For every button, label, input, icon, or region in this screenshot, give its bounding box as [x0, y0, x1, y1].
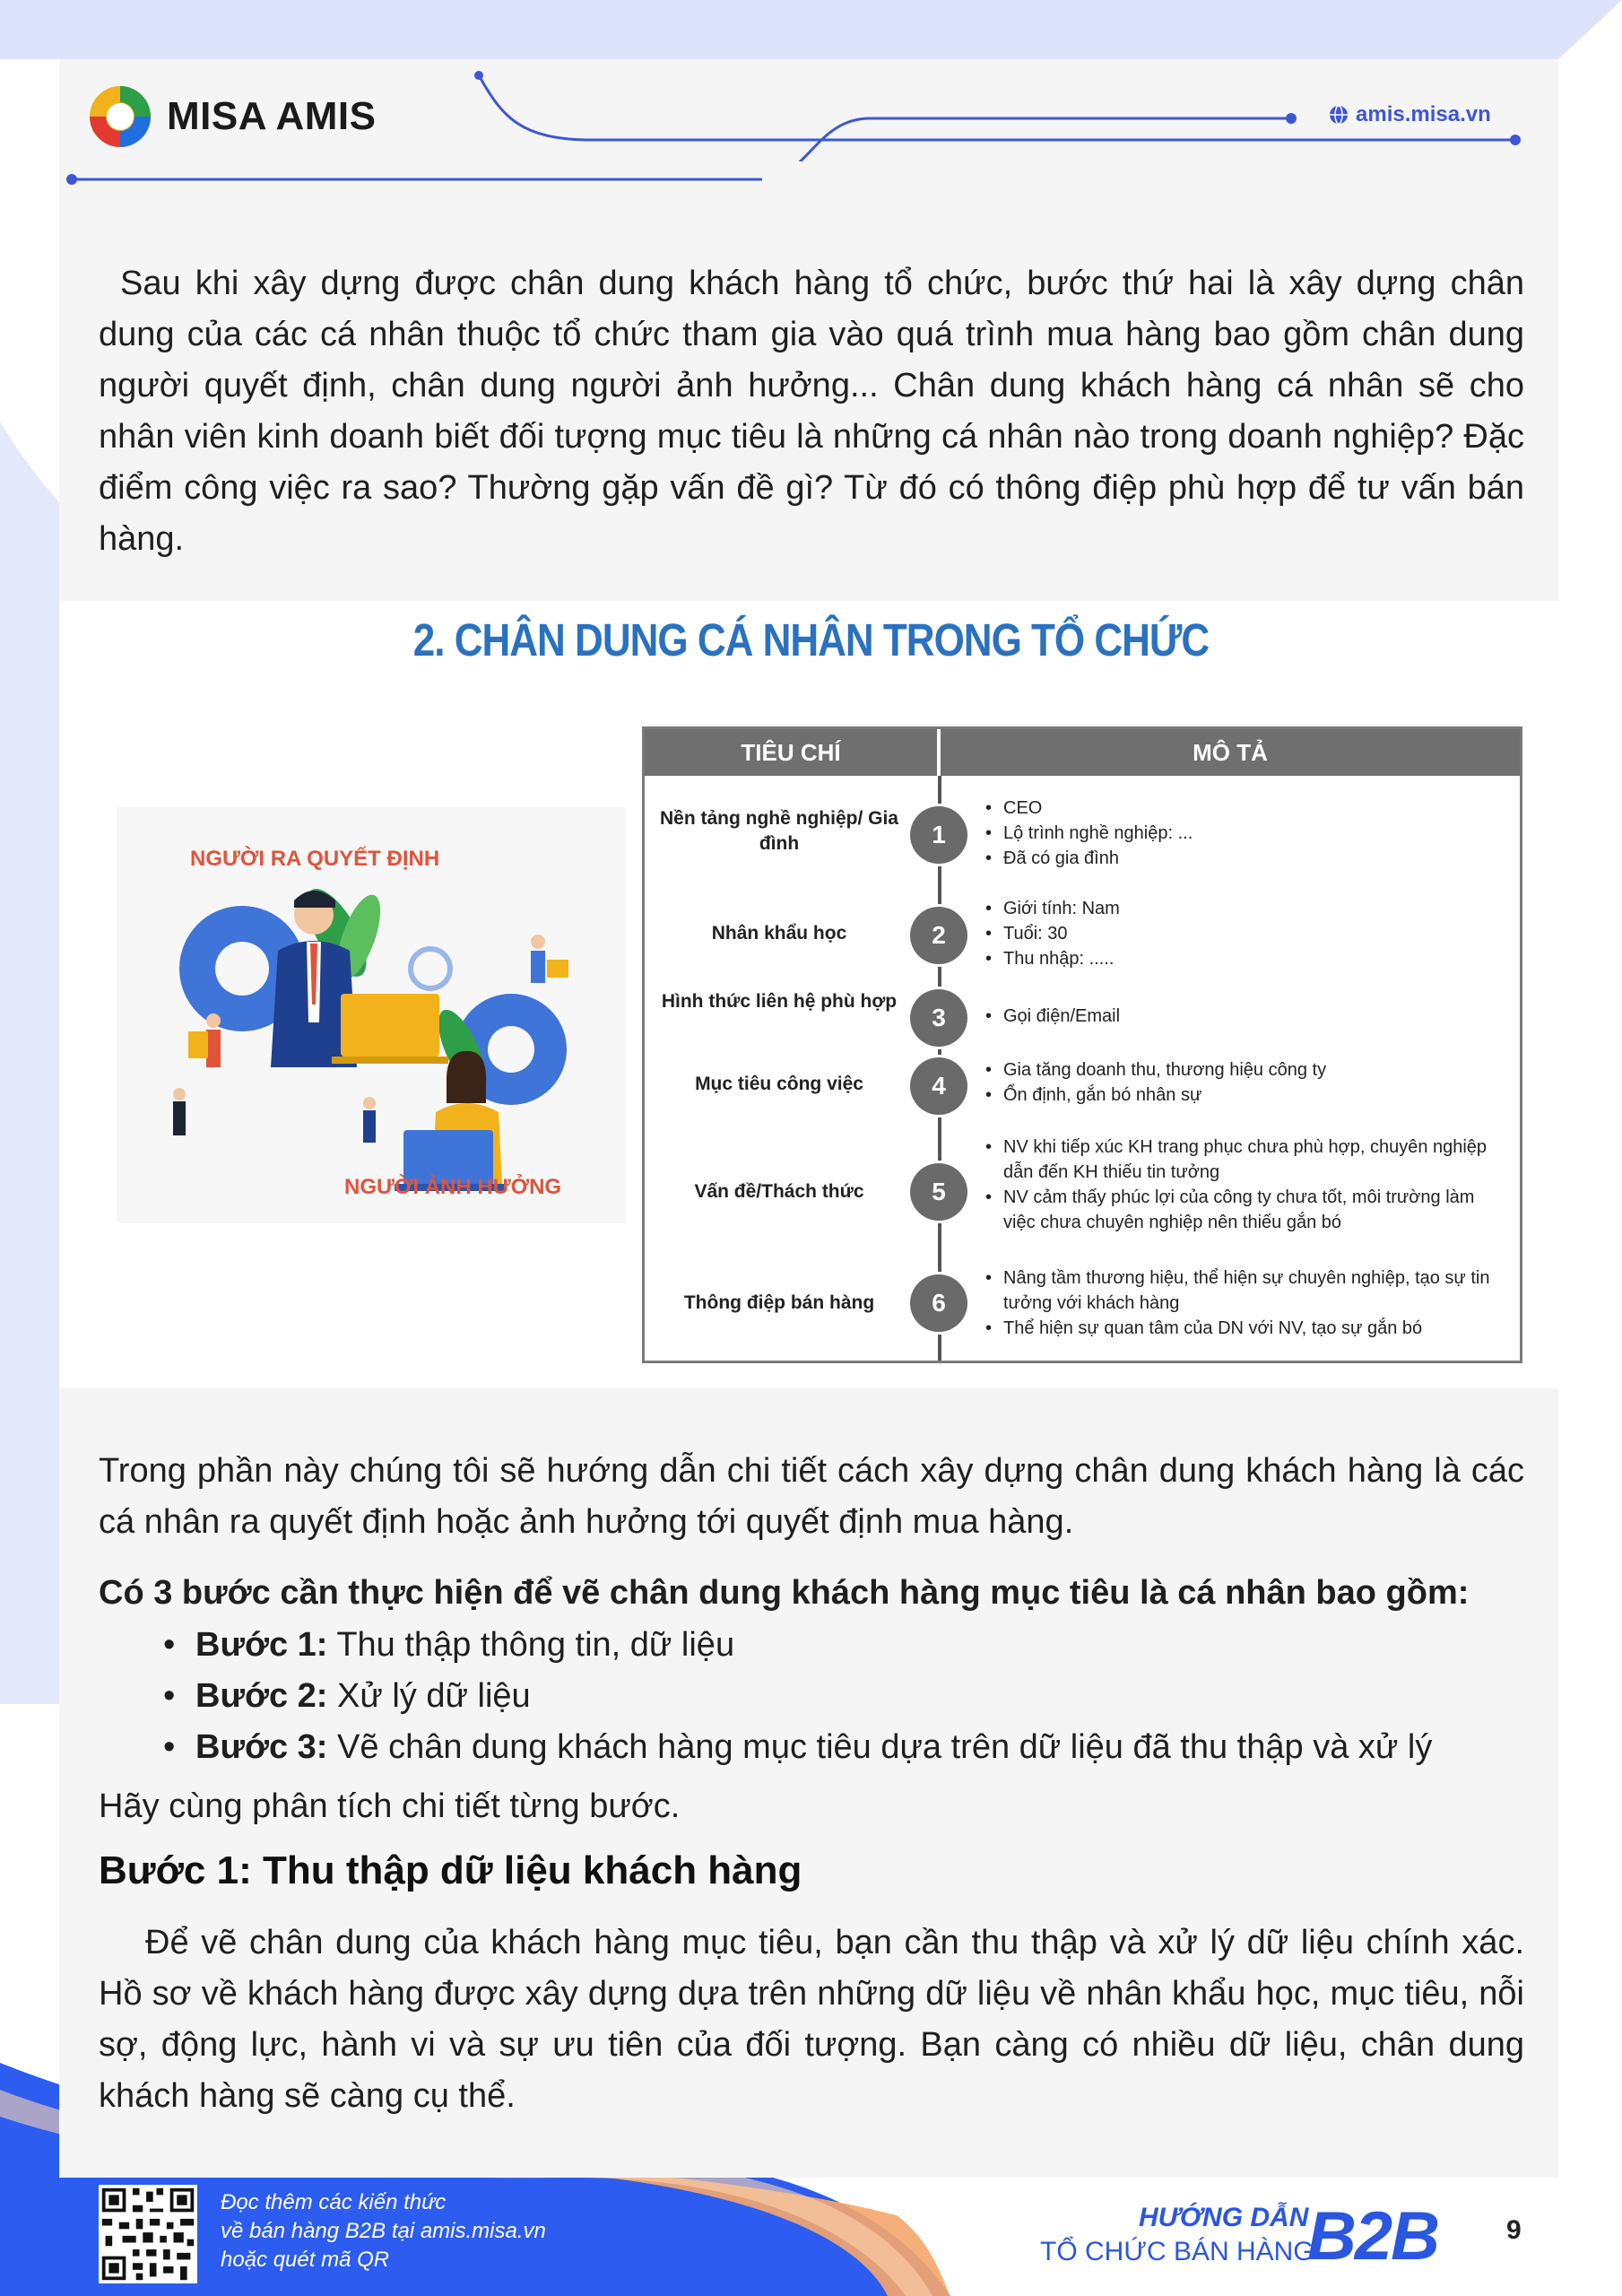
- row-description-list: [982, 896, 1502, 971]
- row-criteria: Mục tiêu công việc: [695, 1074, 863, 1094]
- row-number-badge: 1: [910, 806, 967, 864]
- row-item: • Thu nhập: .....: [982, 946, 1502, 971]
- row-criteria: Hình thức liên hệ phù hợp: [661, 991, 898, 1012]
- row-number-badge: 2: [910, 907, 967, 964]
- footer-note: [221, 2188, 546, 2274]
- step1-paragraph: Để vẽ chân dung của khách hàng mục tiêu, bạn cần thu thập và xử lý dữ liệu chính xác. Hồ sơ về khách hàng được xây dựng dựa trên những dữ liệu về nhân khẩu học, mục tiêu, nỗi sợ, động lực, hành vi và sự ưu tiên của đối tượng. Bạn càng có nhiều dữ liệu, chân dung khách hàng sẽ càng cụ thể.: [99, 1924, 1524, 2115]
- row-item: • CEO: [982, 796, 1502, 821]
- row-criteria: Vấn đề/Thách thức: [694, 1181, 864, 1202]
- row-item: • Gia tăng doanh thu, thương hiệu công ty: [982, 1057, 1502, 1083]
- steps-list: [158, 1620, 1432, 1773]
- row-criteria: Thông điệp bán hàng: [683, 1292, 875, 1313]
- logo-text: MISA AMIS: [167, 94, 377, 138]
- row-item: • Gọi điện/Email: [982, 1004, 1502, 1029]
- persona-illustration: [117, 807, 626, 1223]
- row-item: • Giới tính: Nam: [982, 896, 1502, 921]
- footer-note-line: Đọc thêm các kiến thức: [221, 2190, 447, 2214]
- row-number-badge: 5: [910, 1163, 967, 1221]
- row-description-list: [982, 1057, 1502, 1108]
- row-item: • NV khi tiếp xúc KH trang phục chưa phù hợp, chuyên nghiệp dẫn đến KH thiếu tin tưởng: [982, 1135, 1502, 1185]
- row-description-list: [982, 1135, 1502, 1235]
- row-description-list: [982, 1265, 1502, 1341]
- brand-line2: TỔ CHỨC BÁN HÀNG: [1040, 2237, 1314, 2266]
- row-item: • NV cảm thấy phúc lợi của công ty chưa tốt, môi trường làm việc chưa chuyên nghiệp nên thiếu gắn bó: [982, 1185, 1502, 1235]
- row-item: • Lộ trình nghề nghiệp: ...: [982, 821, 1502, 846]
- row-item: • Tuổi: 30: [982, 921, 1502, 946]
- header-criteria: TIÊU CHÍ: [741, 739, 841, 766]
- row-number-badge: 6: [910, 1274, 967, 1332]
- row-description-list: [982, 796, 1502, 871]
- influencer-label: NGƯỜI ẢNH HƯỞNG: [344, 1175, 562, 1199]
- persona-table: [642, 726, 1522, 1363]
- guide-paragraph: Trong phần này chúng tôi sẽ hướng dẫn chi tiết cách xây dựng chân dung khách hàng là các cá nhân ra quyết định hoặc ảnh hưởng tới quyết định mua hàng.: [99, 1452, 1524, 1541]
- row-number-badge: 4: [910, 1057, 967, 1115]
- step-text: Vẽ chân dung khách hàng mục tiêu dựa trên dữ liệu đã thu thập và xử lý: [327, 1728, 1433, 1766]
- globe-icon: [1329, 105, 1349, 125]
- row-item: • Đã có gia đình: [982, 846, 1502, 871]
- row-item: • Ổn định, gắn bó nhân sự: [982, 1083, 1502, 1108]
- site-url-text: amis.misa.vn: [1356, 102, 1491, 126]
- row-criteria: Nền tảng nghề nghiệp/ Gia đình: [659, 808, 898, 854]
- footer-note-line: hoặc quét mã QR: [221, 2248, 390, 2272]
- row-description-list: [982, 1004, 1502, 1029]
- row-criteria: Nhân khẩu học: [711, 923, 847, 944]
- footer-note-line: về bán hàng B2B tại amis.misa.vn: [221, 2219, 546, 2243]
- step1-heading: Bước 1: Thu thập dữ liệu khách hàng: [99, 1848, 802, 1892]
- decider-label: NGƯỜI RA QUYẾT ĐỊNH: [190, 847, 440, 871]
- figure-title: 2. CHÂN DUNG CÁ NHÂN TRONG TỔ CHỨC: [412, 615, 1210, 666]
- step-label: Bước 3:: [195, 1728, 328, 1766]
- row-item: • Thể hiện sự quan tâm của DN với NV, tạo sự gắn bó: [982, 1316, 1502, 1341]
- step-text: Xử lý dữ liệu: [327, 1677, 531, 1715]
- step-text: Thu thập thông tin, dữ liệu: [327, 1626, 735, 1664]
- header-decoration-lower: [54, 63, 771, 188]
- page-number: 9: [1506, 2215, 1522, 2245]
- step-label: Bước 1:: [195, 1626, 328, 1664]
- brand-line1: HƯỚNG DẪN: [1139, 2203, 1309, 2232]
- intro-paragraph: Sau khi xây dựng được chân dung khách hàng tổ chức, bước thứ hai là xây dựng chân dung của các cá nhân thuộc tổ chức tham gia vào quá trình mua hàng bao gồm chân dung người quyết định, chân dung người ảnh hưởng... Chân dung khách hàng cá nhân sẽ cho nhân viên kinh doanh biết đối tượng mục tiêu là những cá nhân nào trong doanh nghiệp? Đặc điểm công việc ra sao? Thường gặp vấn đề gì? Từ đó có thông điệp phù hợp để tư vấn bán hàng.: [99, 265, 1524, 558]
- step-label: Bước 2:: [195, 1677, 328, 1715]
- steps-intro: Có 3 bước cần thực hiện để vẽ chân dung khách hàng mục tiêu là cá nhân bao gồm:: [99, 1574, 1470, 1612]
- brand-b2b: B2B: [1307, 2198, 1439, 2274]
- row-number-badge: 3: [910, 989, 967, 1047]
- analyze-line: Hãy cùng phân tích chi tiết từng bước.: [99, 1787, 681, 1825]
- table-header: [645, 729, 1520, 776]
- step-item: [158, 1671, 1432, 1722]
- row-item: • Nâng tầm thương hiệu, thể hiện sự chuyên nghiệp, tạo sự tin tưởng với khách hàng: [982, 1265, 1502, 1316]
- header-description: MÔ TẢ: [1193, 739, 1268, 766]
- step-item: [158, 1620, 1432, 1671]
- site-url-link[interactable]: [1329, 102, 1491, 127]
- qr-code[interactable]: [99, 2185, 197, 2283]
- step-item: [158, 1722, 1432, 1773]
